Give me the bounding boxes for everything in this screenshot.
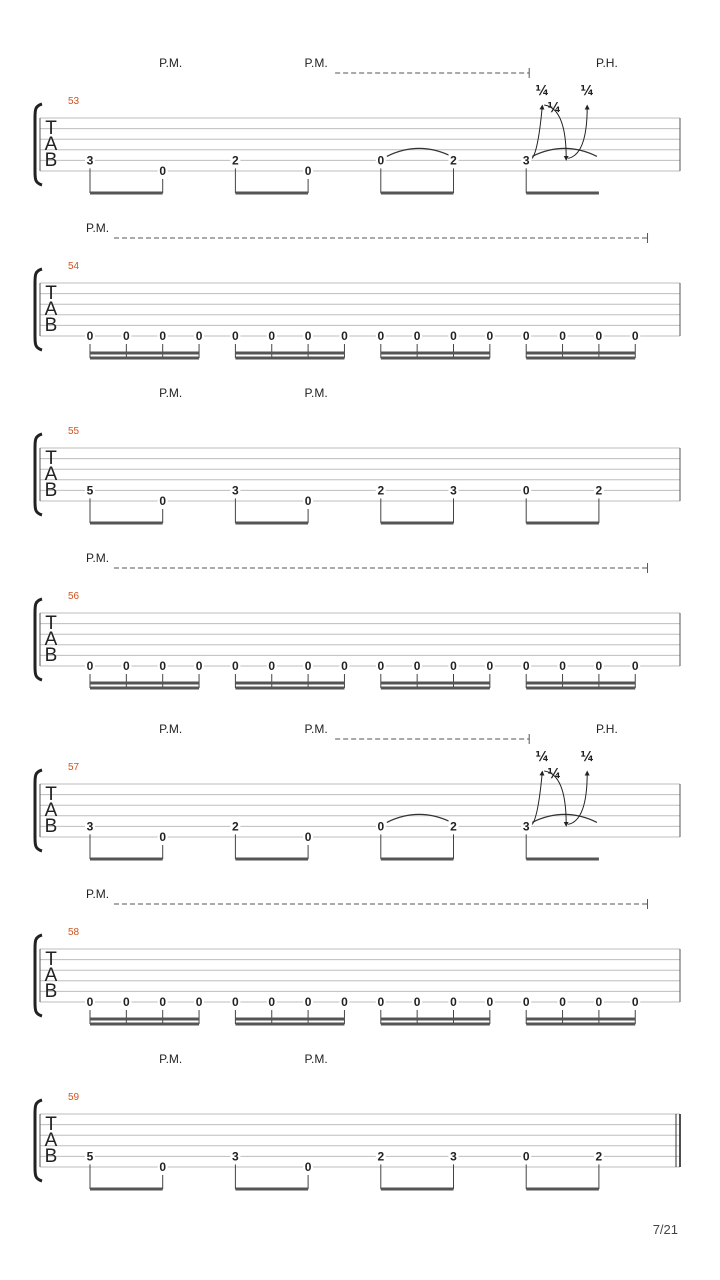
fret-number: 0 <box>413 995 421 1009</box>
palm-mute-label: P.M. <box>86 887 110 901</box>
fret-number: 0 <box>559 995 566 1009</box>
fret-number: 0 <box>631 995 639 1009</box>
measure-number: 55 <box>68 426 80 437</box>
fret-number: 0 <box>413 329 421 343</box>
bend-amount-label: ¼ <box>547 767 561 782</box>
fret-number: 0 <box>377 819 385 834</box>
fret-number: 0 <box>304 1160 312 1174</box>
fret-number: 0 <box>595 329 603 343</box>
tab-clef-letter: B <box>44 315 58 336</box>
tab-clef-letter: A <box>44 299 58 320</box>
bend-amount-label: ¼ <box>535 84 549 99</box>
tab-system <box>35 887 680 1024</box>
tab-clef-letter: B <box>44 645 58 666</box>
tab-clef-letter: T <box>45 118 57 139</box>
system-bracket <box>35 269 42 350</box>
fret-number: 0 <box>232 995 239 1009</box>
bend-amount-label: ¼ <box>580 750 594 765</box>
fret-number: 0 <box>232 659 239 673</box>
tab-clef-letter: B <box>44 1146 58 1167</box>
measure-number: 58 <box>68 927 80 938</box>
tab-system <box>35 722 680 859</box>
fret-number: 0 <box>123 659 130 673</box>
fret-number: 0 <box>450 329 457 343</box>
fret-number: 0 <box>159 494 167 508</box>
fret-number: 0 <box>377 329 385 343</box>
fret-number: 0 <box>159 830 167 844</box>
fret-number: 2 <box>450 819 457 834</box>
system-bracket <box>35 1100 42 1181</box>
tab-clef-letter: B <box>44 480 58 501</box>
fret-number: 3 <box>522 153 530 168</box>
palm-mute-label: P.M. <box>159 56 183 70</box>
fret-number: 0 <box>304 659 312 673</box>
fret-number: 0 <box>304 494 312 508</box>
fret-number: 0 <box>304 830 312 844</box>
system-bracket <box>35 434 42 515</box>
palm-mute-label: P.M. <box>304 386 328 400</box>
fret-number: 0 <box>595 995 603 1009</box>
fret-number: 2 <box>595 483 603 498</box>
fret-number: 0 <box>232 329 239 343</box>
fret-number: 3 <box>450 483 457 498</box>
fret-number: 2 <box>232 819 239 834</box>
tab-clef-letter: B <box>44 816 58 837</box>
tab-clef-letter: T <box>45 949 57 970</box>
measure-number: 57 <box>68 762 80 773</box>
tab-clef-letter: A <box>44 464 58 485</box>
fret-number: 2 <box>377 483 385 498</box>
tab-clef-letter: T <box>45 1114 57 1135</box>
bend-up-arrow <box>532 773 542 824</box>
fret-number: 0 <box>86 329 94 343</box>
bend-up-arrow <box>532 107 542 158</box>
page-number: 7/21 <box>652 1222 678 1237</box>
fret-number: 0 <box>268 995 276 1009</box>
fret-number: 0 <box>159 659 167 673</box>
fret-number: 0 <box>559 329 566 343</box>
fret-number: 0 <box>522 483 530 498</box>
tab-system <box>35 221 680 358</box>
tab-system <box>35 551 680 688</box>
tab-clef-letter: T <box>45 784 57 805</box>
tab-clef-letter: A <box>44 800 58 821</box>
fret-number: 0 <box>159 995 167 1009</box>
fret-number: 3 <box>86 153 94 168</box>
fret-number: 3 <box>450 1149 457 1164</box>
fret-number: 3 <box>232 483 239 498</box>
fret-number: 0 <box>377 153 385 168</box>
fret-number: 0 <box>486 659 494 673</box>
tab-clef-letter: B <box>44 981 58 1002</box>
fret-number: 0 <box>486 329 494 343</box>
fret-number: 0 <box>631 329 639 343</box>
fret-number: 0 <box>631 659 639 673</box>
fret-number: 0 <box>377 995 385 1009</box>
fret-number: 0 <box>268 659 276 673</box>
bend-amount-label: ¼ <box>580 84 594 99</box>
fret-number: 2 <box>377 1149 385 1164</box>
fret-number: 0 <box>522 329 530 343</box>
fret-number: 0 <box>123 329 130 343</box>
measure-number: 54 <box>68 261 80 272</box>
tab-clef-letter: A <box>44 1130 58 1151</box>
fret-number: 0 <box>304 164 312 178</box>
fret-number: 0 <box>159 164 167 178</box>
fret-number: 0 <box>123 995 130 1009</box>
tab-clef-letter: A <box>44 134 58 155</box>
fret-number: 2 <box>450 153 457 168</box>
palm-mute-label: P.M. <box>159 722 183 736</box>
bend-up-arrow <box>568 107 587 158</box>
fret-number: 0 <box>159 1160 167 1174</box>
fret-number: 0 <box>304 329 312 343</box>
fret-number: 0 <box>450 659 457 673</box>
bend-amount-label: ¼ <box>547 101 561 116</box>
fret-number: 5 <box>86 483 94 498</box>
fret-number: 0 <box>195 659 203 673</box>
bend-up-arrow <box>568 773 587 824</box>
palm-mute-label: P.M. <box>304 1052 328 1066</box>
fret-number: 2 <box>595 1149 603 1164</box>
bend-amount-label: ¼ <box>535 750 549 765</box>
fret-number: 0 <box>341 329 348 343</box>
palm-mute-label: P.M. <box>159 1052 183 1066</box>
system-bracket <box>35 599 42 680</box>
fret-number: 0 <box>595 659 603 673</box>
fret-number: 0 <box>268 329 276 343</box>
fret-number: 0 <box>522 1149 530 1164</box>
fret-number: 0 <box>195 995 203 1009</box>
fret-number: 0 <box>86 659 94 673</box>
fret-number: 0 <box>159 329 167 343</box>
fret-number: 0 <box>195 329 203 343</box>
fret-number: 0 <box>413 659 421 673</box>
fret-number: 0 <box>86 995 94 1009</box>
tab-clef-letter: A <box>44 629 58 650</box>
fret-number: 0 <box>486 995 494 1009</box>
fret-number: 3 <box>86 819 94 834</box>
fret-number: 0 <box>377 659 385 673</box>
tab-clef-letter: T <box>45 283 57 304</box>
palm-mute-label: P.M. <box>86 551 110 565</box>
tab-system <box>35 1052 680 1189</box>
fret-number: 0 <box>522 995 530 1009</box>
tab-system <box>35 56 680 193</box>
tab-clef-letter: T <box>45 448 57 469</box>
system-bracket <box>35 104 42 185</box>
palm-mute-label: P.M. <box>304 722 328 736</box>
system-bracket <box>35 770 42 851</box>
measure-number: 53 <box>68 96 80 107</box>
fret-number: 3 <box>522 819 530 834</box>
palm-mute-label: P.M. <box>86 221 110 235</box>
fret-number: 0 <box>341 995 348 1009</box>
fret-number: 0 <box>341 659 348 673</box>
measure-number: 59 <box>68 1092 80 1103</box>
fret-number: 0 <box>450 995 457 1009</box>
tab-clef-letter: A <box>44 965 58 986</box>
system-bracket <box>35 935 42 1016</box>
pinch-harmonic-label: P.H. <box>596 56 618 70</box>
fret-number: 0 <box>522 659 530 673</box>
fret-number: 0 <box>304 995 312 1009</box>
fret-number: 3 <box>232 1149 239 1164</box>
fret-number: 2 <box>232 153 239 168</box>
palm-mute-label: P.M. <box>159 386 183 400</box>
pinch-harmonic-label: P.H. <box>596 722 618 736</box>
measure-number: 56 <box>68 591 80 602</box>
tab-system <box>35 386 680 523</box>
palm-mute-label: P.M. <box>304 56 328 70</box>
fret-number: 0 <box>559 659 566 673</box>
tab-clef-letter: T <box>45 613 57 634</box>
fret-number: 5 <box>86 1149 94 1164</box>
tab-clef-letter: B <box>44 150 58 171</box>
